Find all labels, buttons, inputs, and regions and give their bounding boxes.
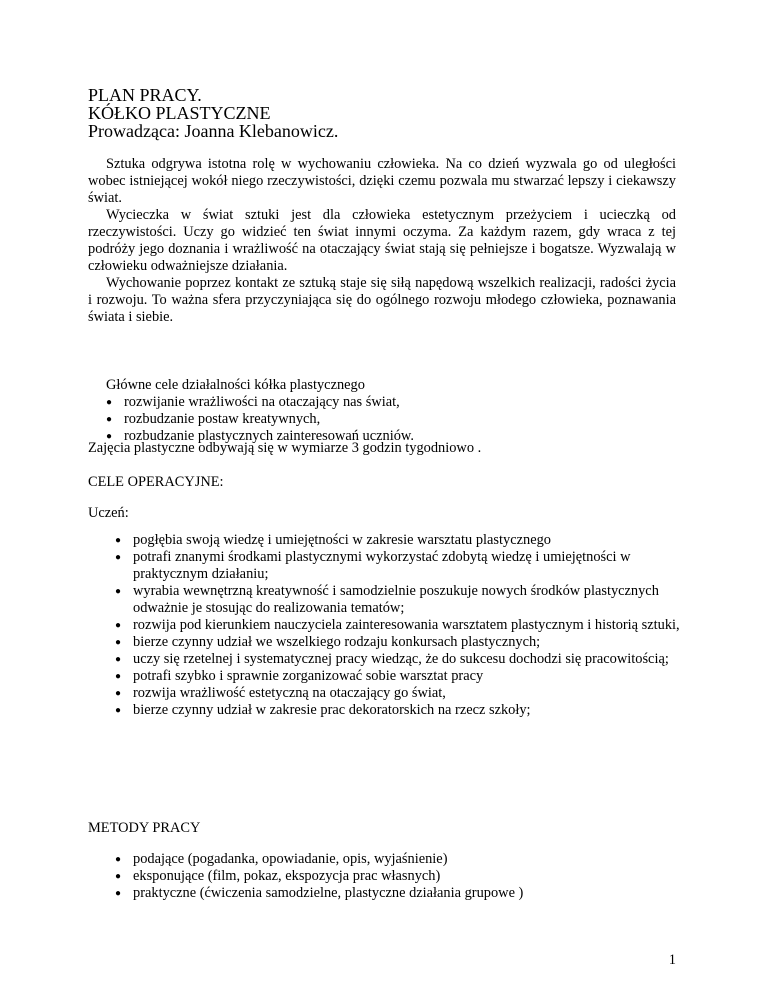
goals-section (106, 377, 414, 445)
bullet-icon: ● (115, 671, 122, 682)
operational-goals-list (115, 532, 693, 719)
list-item: ● rozwijanie wrażliwości na otaczający nas świat, (106, 394, 400, 410)
list-item: ● rozbudzanie postaw kreatywnych, (106, 411, 321, 427)
bullet-icon: ● (115, 871, 122, 882)
intro-paragraph: Sztuka odgrywa istotna rolę w wychowaniu człowieka. Na co dzień wyzwala go od uległości wobec istniejącej wokół niego rzeczywistości, dzięki czemu pozwala mu stwarzać lepszy i ciekawszy świat. (88, 156, 676, 206)
list-item: ● wyrabia wewnętrzną kreatywność i samodzielnie poszukuje nowych środków plastycznych odważnie je stosując do realizowania tematów; (115, 583, 659, 616)
bullet-icon: ● (115, 705, 122, 716)
list-item: ● potrafi szybko i sprawnie zorganizować sobie warsztat pracy (115, 668, 484, 684)
bullet-icon: ● (115, 586, 122, 597)
list-item: ● praktyczne (ćwiczenia samodzielne, plastyczne działania grupowe ) (115, 885, 524, 901)
goals-list (106, 394, 414, 445)
operational-heading: CELE OPERACYJNE: (88, 474, 224, 490)
list-item: ● rozbudzanie plastycznych zainteresowań uczniów. (106, 428, 414, 444)
intro-paragraph: Wycieczka w świat sztuki jest dla człowieka estetycznym przeżyciem i ucieczką od rzeczywistości. Uczy go widzieć ten świat innymi oczyma. Za każdym razem, gdy wraca z tej podróży jego doznania i wrażliwość na otaczający świat stają się pełniejsze i bogatsze. Wyzwalają w człowieku odważniejsze działania. (88, 207, 676, 274)
doc-author: Prowadząca: Joanna Klebanowicz. (88, 121, 339, 141)
doc-subtitle: KÓŁKO PLASTYCZNE (88, 103, 271, 123)
bullet-icon: ● (115, 535, 122, 546)
list-item: ● potrafi znanymi środkami plastycznymi wykorzystać zdobytą wiedzę i umiejętności w praktycznym działaniu; (115, 549, 631, 582)
methods-heading: METODY PRACY (88, 820, 201, 836)
list-item: ● bierze czynny udział we wszelkiego rodzaju konkursach plastycznych; (115, 634, 541, 650)
intro-section (88, 156, 676, 326)
bullet-icon: ● (115, 688, 122, 699)
bullet-icon: ● (115, 654, 122, 665)
goals-heading: Główne cele działalności kółka plastycznego (106, 377, 365, 393)
page-number: 1 (668, 952, 676, 968)
list-item: ● pogłębia swoją wiedzę i umiejętności w zakresie warsztatu plastycznego (115, 532, 551, 548)
schedule-text: Zajęcia plastyczne odbywają się w wymiarze 3 godzin tygodniowo . (88, 440, 482, 456)
bullet-icon: ● (115, 552, 122, 563)
bullet-icon: ● (106, 431, 113, 442)
list-item: ● rozwija wrażliwość estetyczną na otaczający go świat, (115, 685, 446, 701)
bullet-icon: ● (115, 854, 122, 865)
bullet-icon: ● (115, 888, 122, 899)
bullet-icon: ● (106, 414, 113, 425)
doc-title: PLAN PRACY. (88, 85, 202, 105)
bullet-icon: ● (115, 637, 122, 648)
intro-paragraph: Wychowanie poprzez kontakt ze sztuką staje się siłą napędową wszelkich realizacji, radości życia i rozwoju. To ważna sfera przyczyniająca się do ogólnego rozwoju młodego człowieka, poznawania świata i siebie. (88, 275, 676, 325)
list-item: ● podające (pogadanka, opowiadanie, opis, wyjaśnienie) (115, 851, 448, 867)
methods-list (115, 851, 693, 902)
list-item: ● uczy się rzetelnej i systematycznej pracy wiedząc, że do sukcesu dochodzi się pracowitością; (115, 651, 669, 667)
student-label: Uczeń: (88, 505, 129, 521)
list-item: ● bierze czynny udział w zakresie prac dekoratorskich na rzecz szkoły; (115, 702, 531, 718)
bullet-icon: ● (106, 397, 113, 408)
bullet-icon: ● (115, 620, 122, 631)
list-item: ● eksponujące (film, pokaz, ekspozycja prac własnych) (115, 868, 441, 884)
list-item: ● rozwija pod kierunkiem nauczyciela zainteresowania warsztatem plastycznym i historią sztuki, (115, 617, 680, 633)
